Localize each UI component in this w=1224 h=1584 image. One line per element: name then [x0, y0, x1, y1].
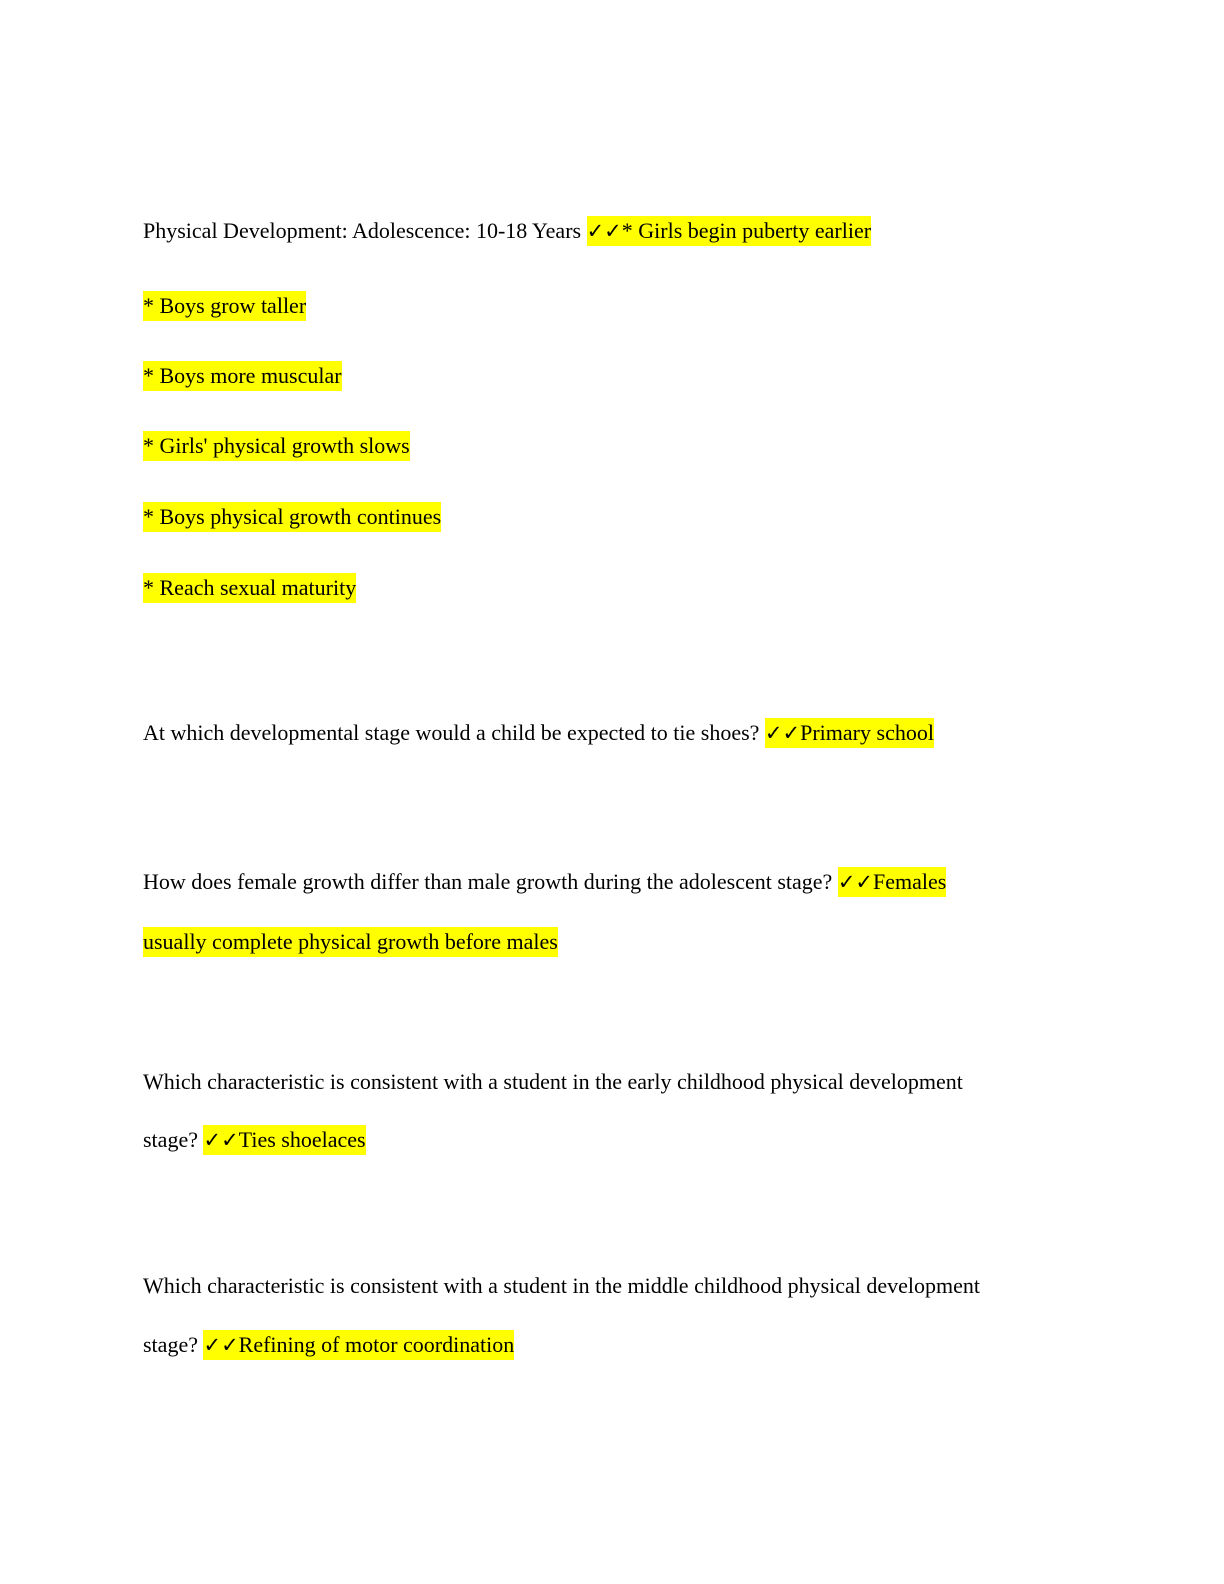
- q1-answer-item-text: * Girls' physical growth slows: [143, 431, 410, 461]
- q3-answer-part1: Females: [873, 869, 947, 894]
- check-mark-icon: ✓✓: [837, 870, 874, 894]
- q1-answer-item: [143, 361, 342, 391]
- q1-answer-item: [143, 502, 441, 532]
- check-mark-icon: ✓✓: [203, 1333, 239, 1357]
- check-mark-icon: ✓✓: [586, 219, 622, 243]
- q3-question: How does female growth differ than male growth during the adolescent stage?: [143, 869, 838, 894]
- q4-answer: Ties shoelaces: [238, 1127, 366, 1152]
- q5-question-line2: stage?: [143, 1332, 204, 1357]
- q4-line-2: [143, 1125, 366, 1155]
- q2-answer-highlight: [765, 718, 934, 748]
- q2-answer: Primary school: [800, 720, 934, 745]
- q1-answer-item-text: * Boys more muscular: [143, 361, 342, 391]
- q5-line-1: [143, 1271, 980, 1301]
- check-mark-icon: ✓✓: [203, 1128, 239, 1152]
- q5-answer-highlight: [203, 1330, 514, 1360]
- q4-question-line1: Which characteristic is consistent with a student in the early childhood physical development: [143, 1069, 963, 1094]
- q1-answer-item: [143, 431, 410, 461]
- q4-line-1: [143, 1067, 963, 1097]
- q3-answer-part2: usually complete physical growth before males: [143, 927, 558, 957]
- q3-line-2: [143, 927, 558, 957]
- q1-answer-highlight: [587, 216, 871, 246]
- q5-line-2: [143, 1330, 514, 1360]
- q5-answer: Refining of motor coordination: [238, 1332, 515, 1357]
- q1-answer-item: [143, 573, 356, 603]
- q1-line: [143, 216, 871, 246]
- q5-question-line1: Which characteristic is consistent with a student in the middle childhood physical development: [143, 1273, 981, 1298]
- q4-answer-highlight: [203, 1125, 365, 1155]
- q3-line-1: [143, 867, 946, 897]
- q1-answer-first: * Girls begin puberty earlier: [621, 218, 872, 243]
- q3-answer-highlight: [838, 867, 947, 897]
- q2-line: [143, 718, 934, 748]
- q1-question: Physical Development: Adolescence: 10-18 Years: [143, 218, 587, 243]
- q4-question-line2: stage?: [143, 1127, 204, 1152]
- q1-answer-item: [143, 291, 306, 321]
- q2-question: At which developmental stage would a child be expected to tie shoes?: [143, 720, 765, 745]
- q1-answer-item-text: * Boys physical growth continues: [143, 502, 441, 532]
- q1-answer-item-text: * Reach sexual maturity: [143, 573, 356, 603]
- q1-answer-item-text: * Boys grow taller: [143, 291, 306, 321]
- check-mark-icon: ✓✓: [764, 721, 801, 745]
